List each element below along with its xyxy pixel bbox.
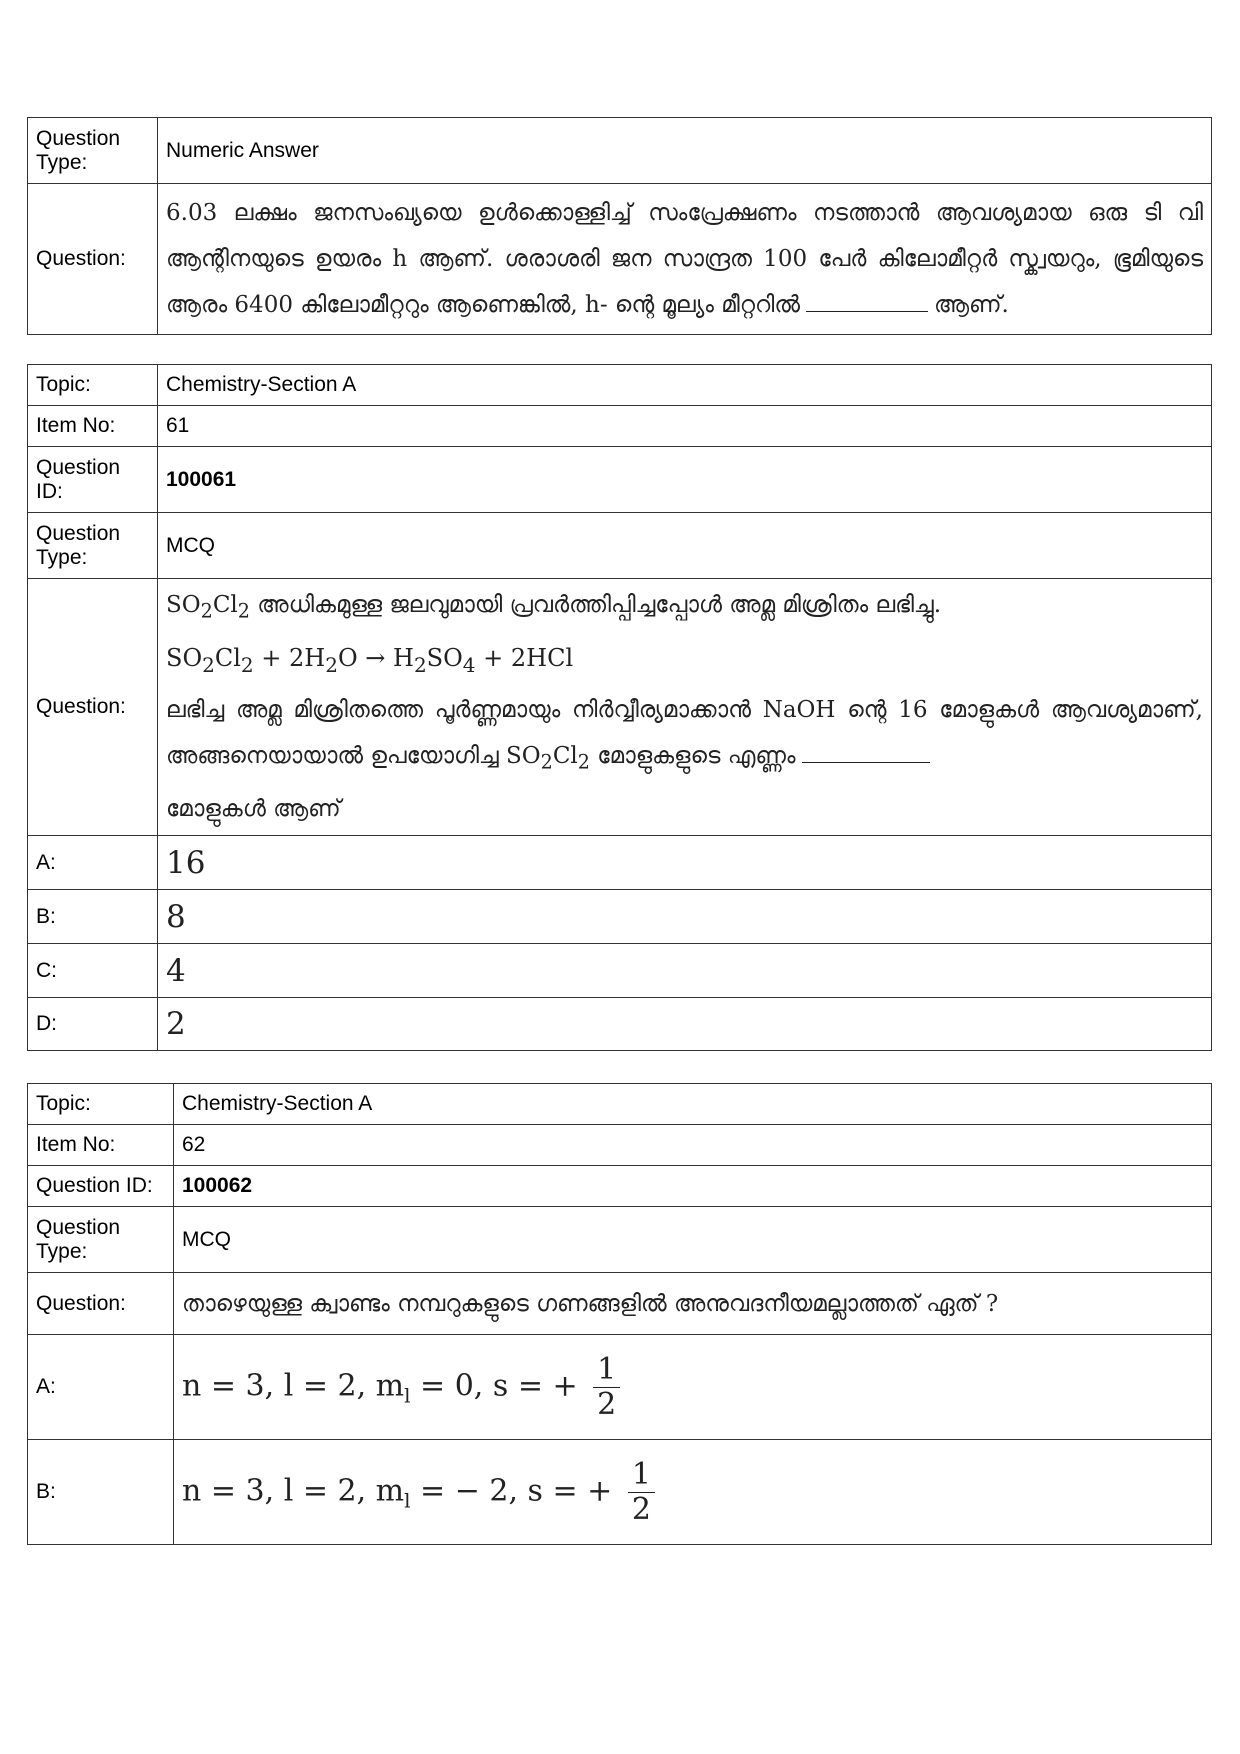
question-type-value: MCQ — [174, 1207, 1212, 1273]
question-block-2 — [27, 364, 1212, 1051]
answer-blank — [802, 761, 930, 763]
answer-blank — [806, 310, 928, 312]
question-text — [158, 579, 1212, 836]
question-type-label: Question Type: — [28, 513, 158, 579]
topic-value: Chemistry-Section A — [174, 1084, 1212, 1125]
option-d-label: D: — [28, 998, 158, 1051]
question-block-3 — [27, 1083, 1212, 1545]
option-a-value: 16 — [158, 836, 1212, 890]
question-label: Question: — [28, 1273, 174, 1335]
fraction: $\frac{1}{2}$ — [593, 1353, 620, 1422]
topic-label: Topic: — [28, 1084, 174, 1125]
question-type-label: Question Type: — [28, 1207, 174, 1273]
option-c-label: C: — [28, 944, 158, 998]
question-text-main: 6.03 ലക്ഷം ജനസംഖ്യയെ ഉൾക്കൊള്ളിച്ച് സംപ്രേക്ഷണം നടത്താൻ ആവശ്യമായ ഒരു ടി വി ആന്റിനയുടെ ഉയരം h ആണ്. ശരാശരി ജന സാന്ദ്രത 100 പേർ കിലോമീറ്റർ സ്ക്വയറും, ഭൂമിയുടെ ആരം 6400 കിലോമീറ്ററും ആണെങ്കിൽ, h- ന്റെ മൂല്യം മീറ്ററിൽ — [166, 200, 1203, 318]
question-id-label: Question ID: — [28, 447, 158, 513]
option-d-value: 2 — [158, 998, 1212, 1051]
option-b-value: n = 3, l = 2, $m_l$ = − 2, s = + $\frac{1}{2}$ — [174, 1440, 1212, 1545]
item-no-value: 62 — [174, 1125, 1212, 1166]
question-line-1: $SO_2Cl_2$ അധികമുള്ള ജലവുമായി പ്രവർത്തിപ്പിച്ചപ്പോൾ അമ്ല മിശ്രിതം ലഭിച്ചു. — [166, 592, 942, 623]
question-type-label: Question Type: — [28, 118, 158, 184]
option-a-label: A: — [28, 1335, 174, 1440]
item-no-label: Item No: — [28, 406, 158, 447]
question-id-label: Question ID: — [28, 1166, 174, 1207]
option-c-value: 4 — [158, 944, 1212, 998]
question-line-4: മോളുകൾ ആണ് — [166, 795, 341, 822]
option-b-value: 8 — [158, 890, 1212, 944]
topic-label: Topic: — [28, 365, 158, 406]
question-label: Question: — [28, 184, 158, 335]
option-a-value: n = 3, l = 2, $m_l = 0$, s = + $\frac{1}{2}$ — [174, 1335, 1212, 1440]
question-id-value: 100061 — [158, 447, 1212, 513]
topic-value: Chemistry-Section A — [158, 365, 1212, 406]
question-line-3: ലഭിച്ച അമ്ല മിശ്രിതത്തെ പൂർണ്ണമായും നിർവ്വീര്യമാക്കാൻ NaOH ന്റെ 16 മോളുകൾ ആവശ്യമാണ്, അങ്ങനെയായാൽ ഉപയോഗിച്ച $SO_2Cl_2$ മോളുകളുടെ എണ്ണം — [166, 697, 1203, 774]
question-text — [158, 184, 1212, 335]
item-no-value: 61 — [158, 406, 1212, 447]
chemical-equation: $SO_2Cl_2 + 2H_2O \to H_2SO_4 + 2HCl$ — [166, 643, 574, 677]
option-b-label: B: — [28, 890, 158, 944]
question-id-value: 100062 — [174, 1166, 1212, 1207]
question-text: താഴെയുള്ള ക്വാണ്ടം നമ്പറുകളുടെ ഗണങ്ങളിൽ അനുവദനീയമല്ലാത്തത് ഏത് ? — [174, 1273, 1212, 1335]
question-block-1 — [27, 117, 1212, 335]
question-type-value: Numeric Answer — [158, 118, 1212, 184]
question-type-value: MCQ — [158, 513, 1212, 579]
question-text-end: ആണ്. — [933, 292, 1009, 318]
option-b-label: B: — [28, 1440, 174, 1545]
option-a-label: A: — [28, 836, 158, 890]
fraction: $\frac{1}{2}$ — [628, 1458, 655, 1527]
item-no-label: Item No: — [28, 1125, 174, 1166]
question-label: Question: — [28, 579, 158, 836]
